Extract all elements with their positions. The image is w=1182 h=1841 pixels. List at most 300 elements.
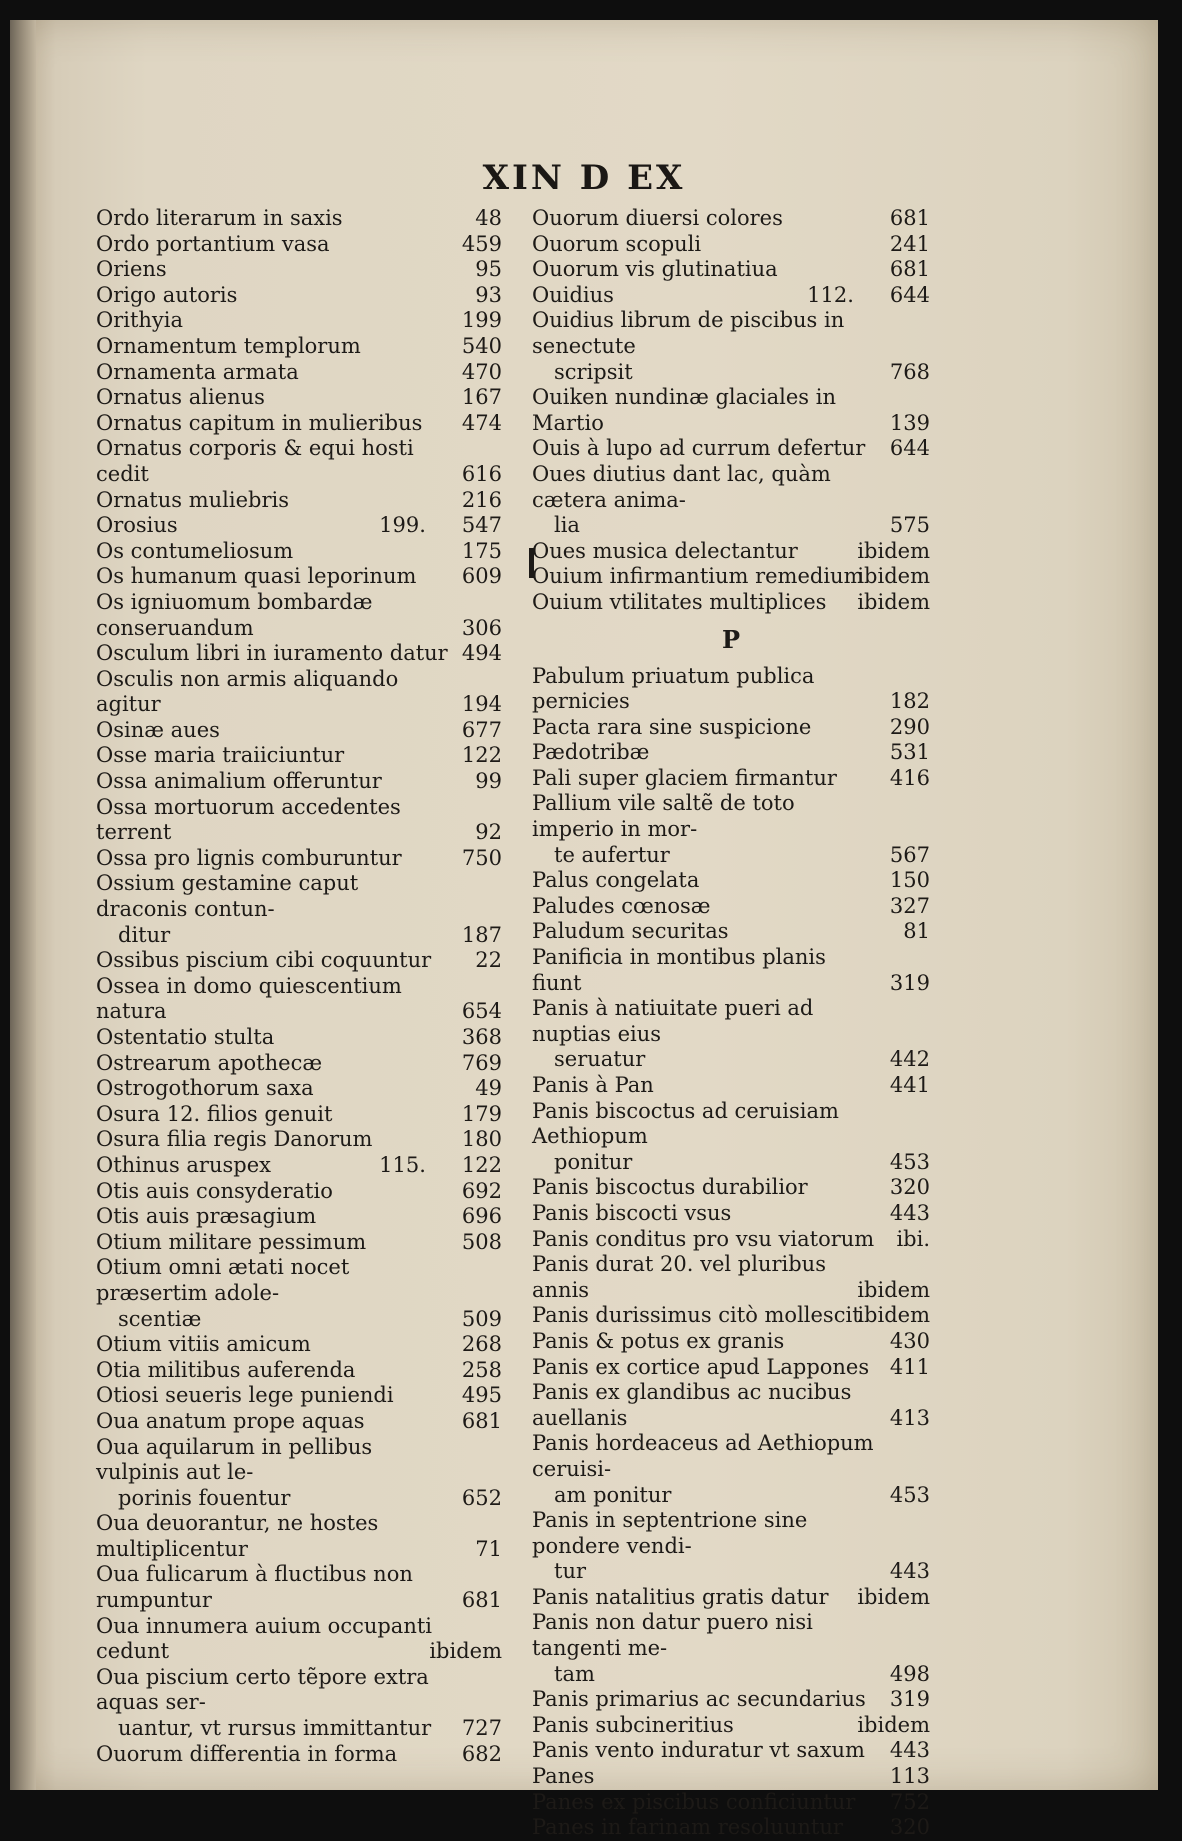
- index-entry: [96, 1076, 502, 1102]
- entry-term: Osculis non armis aliquando agitur: [96, 666, 399, 717]
- entry-term: Ossea in domo quiescentium natura: [96, 973, 402, 1024]
- entry-term: Ouorum differentia in forma: [96, 1741, 398, 1766]
- entry-page-ref: [890, 894, 930, 920]
- entry-continuation: tam: [554, 1661, 595, 1686]
- entry-page-ref: [462, 462, 502, 488]
- entry-term: Ornatus alienus: [96, 385, 265, 410]
- entry-page-number: ibidem: [857, 538, 930, 563]
- index-entry: [96, 590, 502, 641]
- entry-page-number: 692: [461, 1178, 502, 1203]
- entry-term: Ossibus piscium cibi coquuntur: [96, 948, 432, 973]
- index-entry: [532, 1201, 930, 1227]
- entry-term: Ouidius librum de piscibus in senectute: [532, 308, 845, 358]
- entry-term: Otis auis præsagium: [96, 1204, 317, 1229]
- entry-term: Ornamenta armata: [96, 359, 299, 384]
- entry-page-number: 216: [461, 487, 502, 512]
- entry-page-ref: [890, 1406, 930, 1432]
- entry-page-ref: [462, 1716, 502, 1742]
- entry-page-ref: [462, 1742, 502, 1768]
- entry-page-number: 368: [461, 1025, 502, 1049]
- entry-page-ref: [462, 1588, 502, 1614]
- entry-term: Panis in septentrione sine pondere vendi-: [532, 1508, 808, 1558]
- entry-term: Ouorum scopuli: [532, 231, 702, 256]
- entry-term: Ornatus muliebris: [96, 487, 289, 512]
- entry-page-number: 194: [461, 692, 502, 717]
- entry-page-number: 654: [461, 999, 502, 1024]
- entry-page-number: 95: [475, 257, 502, 282]
- entry-page-number: 113: [889, 1764, 930, 1789]
- entry-term: Paludes cœnosæ: [532, 893, 711, 918]
- index-entry: [532, 1764, 930, 1790]
- index-entry: [96, 513, 502, 539]
- entry-page-ref: [462, 564, 502, 590]
- index-entry: [532, 1508, 930, 1585]
- index-entry: [96, 871, 502, 948]
- index-entry: [532, 1175, 930, 1201]
- entry-page-number: 540: [461, 333, 502, 358]
- entry-page-ref: [462, 1358, 502, 1384]
- entry-page-number: 768: [889, 359, 930, 384]
- index-entry: [96, 1230, 502, 1256]
- entry-term: Panis subcineritius: [532, 1712, 734, 1737]
- entry-page-number: 93: [475, 282, 502, 307]
- entry-term: Ossa pro lignis comburuntur: [96, 845, 402, 870]
- entry-page-number: 320: [889, 1815, 930, 1840]
- entry-page-ref: [475, 206, 502, 232]
- entry-term: Osculum libri in iuramento datur: [96, 641, 448, 666]
- index-entry: [532, 1431, 930, 1508]
- index-entry: [532, 1790, 930, 1816]
- index-entry: [532, 385, 930, 436]
- entry-page-number: 508: [461, 1229, 502, 1254]
- entry-page-ref: [462, 1307, 502, 1333]
- entry-term: Ornatus corporis & equi hosti cedit: [96, 436, 414, 486]
- book-page: [10, 20, 1158, 1840]
- index-entry: [532, 1329, 930, 1355]
- entry-continuation: tur: [554, 1559, 587, 1584]
- entry-term: Othinus aruspex: [96, 1152, 271, 1177]
- entry-page-number: 139: [889, 410, 930, 435]
- index-entry: [96, 948, 502, 974]
- entry-page-number: 150: [889, 868, 930, 893]
- entry-page-number: 430: [889, 1328, 930, 1353]
- index-entry: [96, 667, 502, 718]
- entry-page-number: ibidem: [857, 589, 930, 614]
- entry-page-ref: [462, 385, 502, 411]
- entry-page-number: 750: [461, 845, 502, 870]
- entry-page-ref: [896, 1227, 930, 1253]
- entry-page-number: 567: [889, 842, 930, 867]
- entry-term: Ostentatio stulta: [96, 1025, 275, 1049]
- entry-term: Os igniuomum bombardæ conseruandum: [96, 589, 373, 640]
- entry-page-number: 474: [461, 410, 502, 435]
- index-entry: [96, 360, 502, 386]
- index-entry: [96, 743, 502, 769]
- index-entry: [96, 1511, 502, 1562]
- index-entry: [96, 846, 502, 872]
- index-entry: [532, 1380, 930, 1431]
- entry-page-ref: [890, 1559, 930, 1585]
- index-entry: [96, 206, 502, 232]
- entry-term: Panis primarius ac secundarius: [532, 1687, 866, 1712]
- index-entry: [532, 791, 930, 868]
- index-entry: [96, 411, 502, 437]
- entry-page-ref: [903, 919, 930, 945]
- entry-term: Oua fulicarum à fluctibus non rumpuntur: [96, 1562, 413, 1613]
- entry-page-number: ibidem: [857, 1584, 930, 1609]
- entry-page-number: 682: [461, 1741, 502, 1766]
- entry-page-number: 48: [475, 206, 502, 230]
- entry-page-number: 187: [461, 922, 502, 947]
- entry-continuation: porinis fouentur: [118, 1485, 291, 1510]
- entry-page-number: 470: [461, 359, 502, 384]
- entry-page-number: 182: [889, 689, 930, 714]
- entry-term: Panis à Pan: [532, 1073, 654, 1097]
- entry-page-number: 413: [889, 1405, 930, 1430]
- entry-page-number: 441: [889, 1073, 930, 1097]
- entry-page-ref: [857, 539, 930, 565]
- entry-page-number: 241: [889, 231, 930, 256]
- entry-page-ref: [462, 692, 502, 718]
- entry-term: Ouidius: [532, 282, 614, 307]
- entry-page-number: 49: [475, 1076, 502, 1101]
- entry-term: Ostrearum apothecæ: [96, 1050, 323, 1075]
- index-entry: [96, 718, 502, 744]
- entry-page-number: 681: [461, 1408, 502, 1433]
- index-entry: [96, 1102, 502, 1128]
- entry-page-number: 769: [461, 1050, 502, 1075]
- entry-page-ref: [890, 436, 930, 462]
- index-entry: [96, 1127, 502, 1153]
- index-entry: [96, 1332, 502, 1358]
- entry-page-number: ibidem: [857, 1712, 930, 1737]
- entry-prior-page-ref: 199.: [379, 513, 426, 538]
- entry-page-number: 494: [461, 641, 502, 666]
- index-entry: [96, 1179, 502, 1205]
- entry-page-number: 175: [461, 538, 502, 563]
- entry-term: Palus congelata: [532, 868, 700, 893]
- index-entry: [532, 257, 930, 283]
- entry-page-ref: [890, 1073, 930, 1099]
- entry-page-ref: [807, 283, 930, 309]
- entry-page-number: 416: [889, 765, 930, 790]
- entry-term: Oua piscium certo tẽpore extra aquas ser-: [96, 1664, 429, 1715]
- index-entry: [532, 590, 930, 616]
- entry-page-ref: [462, 1230, 502, 1256]
- entry-page-number: 453: [889, 1149, 930, 1174]
- index-entry: [532, 1099, 930, 1176]
- entry-page-number: 319: [889, 970, 930, 995]
- entry-page-ref: [890, 1764, 930, 1790]
- section-letter-p: P: [721, 624, 741, 654]
- index-entry: [532, 1713, 930, 1739]
- entry-continuation: ditur: [118, 922, 171, 947]
- entry-term: Otium omni ætati nocet præsertim adole-: [96, 1255, 350, 1305]
- entry-term: Ouis à lupo ad currum defertur: [532, 436, 866, 461]
- entry-page-number: 459: [461, 231, 502, 256]
- entry-page-ref: [379, 513, 502, 539]
- entry-term: Panis & potus ex granis: [532, 1328, 785, 1353]
- entry-term: Oues diutius dant lac, quàm cætera anima-: [532, 461, 831, 512]
- entry-page-number: ibidem: [857, 564, 930, 589]
- entry-page-ref: [462, 1051, 502, 1077]
- entry-term: Ornatus capitum in mulieribus: [96, 410, 423, 435]
- entry-term: Ostrogothorum saxa: [96, 1076, 314, 1101]
- index-entry: [532, 1303, 930, 1329]
- entry-page-number: 531: [889, 740, 930, 765]
- entry-page-ref: [462, 1409, 502, 1435]
- entry-term: Panis durissimus citò mollescit: [532, 1303, 861, 1328]
- index-entry: [96, 795, 502, 846]
- index-entry: [532, 308, 930, 385]
- entry-page-ref: [857, 1713, 930, 1739]
- entry-page-ref: [857, 590, 930, 616]
- entry-page-ref: [890, 971, 930, 997]
- entry-page-ref: [890, 360, 930, 386]
- entry-page-ref: [890, 1201, 930, 1227]
- entry-page-ref: [462, 743, 502, 769]
- index-entry: [96, 1409, 502, 1435]
- index-entry: [96, 257, 502, 283]
- entry-page-number: 727: [461, 1716, 502, 1741]
- left-column: [96, 206, 502, 1767]
- entry-term: Origo autoris: [96, 282, 238, 307]
- entry-page-ref: [857, 1278, 930, 1304]
- page-header: XIN D EX: [482, 158, 686, 198]
- entry-page-number: 320: [889, 1175, 930, 1200]
- entry-continuation: ponitur: [554, 1149, 633, 1174]
- entry-term: Ouium vtilitates multiplices: [532, 589, 827, 614]
- entry-page-ref: [890, 1483, 930, 1509]
- entry-page-ref: [462, 616, 502, 642]
- entry-page-ref: [890, 206, 930, 232]
- index-entry: [532, 462, 930, 539]
- entry-term: Os humanum quasi leporinum: [96, 564, 417, 589]
- entry-continuation: seruatur: [554, 1047, 646, 1072]
- entry-page-ref: [462, 846, 502, 872]
- entry-term: Panis durat 20. vel pluribus annis: [532, 1252, 826, 1302]
- entry-page-number: 696: [461, 1204, 502, 1229]
- right-column-p-entries: [532, 664, 930, 1841]
- index-entry: [532, 1585, 930, 1611]
- entry-page-ref: [475, 769, 502, 795]
- entry-term: Oua anatum prope aquas: [96, 1408, 365, 1433]
- entry-page-ref: [890, 411, 930, 437]
- index-entry: [96, 1435, 502, 1512]
- index-entry: [532, 1610, 930, 1687]
- entry-page-ref: [462, 1102, 502, 1128]
- entry-page-ref: [890, 766, 930, 792]
- entry-page-ref: [890, 843, 930, 869]
- entry-page-number: 681: [889, 206, 930, 230]
- entry-term: Oua aquilarum in pellibus vulpinis aut le-: [96, 1434, 373, 1485]
- index-entry: [96, 539, 502, 565]
- index-entry: [532, 1738, 930, 1764]
- entry-term: Orosius: [96, 513, 178, 538]
- index-entry: [96, 308, 502, 334]
- entry-prior-page-ref: 112.: [807, 282, 854, 307]
- entry-page-ref: [475, 820, 502, 846]
- entry-term: Ouiken nundinæ glaciales in Martio: [532, 385, 836, 435]
- entry-page-number: 290: [889, 714, 930, 739]
- entry-page-number: 443: [889, 1200, 930, 1225]
- entry-term: Oriens: [96, 257, 167, 282]
- entry-page-number: 122: [461, 743, 502, 768]
- index-entry: [532, 1355, 930, 1381]
- entry-continuation: te aufertur: [554, 842, 670, 867]
- entry-term: Panis vento induratur vt saxum: [532, 1738, 865, 1763]
- index-entry: [96, 1051, 502, 1077]
- index-entry: [532, 564, 930, 590]
- entry-page-number: 167: [461, 385, 502, 410]
- entry-page-number: ibidem: [857, 1277, 930, 1302]
- entry-term: Pacta rara sine suspicione: [532, 714, 812, 739]
- entry-term: Panis biscoctus ad ceruisiam Aethiopum: [532, 1098, 839, 1149]
- entry-page-number: 681: [461, 1588, 502, 1613]
- entry-page-number: 319: [889, 1687, 930, 1712]
- entry-term: Panis à natiuitate pueri ad nuptias eius: [532, 996, 814, 1046]
- entry-page-number: 498: [889, 1661, 930, 1686]
- right-column: [532, 206, 930, 1841]
- index-entry: [96, 769, 502, 795]
- index-entry: [532, 945, 930, 996]
- index-entry: [96, 334, 502, 360]
- entry-page-ref: [462, 1383, 502, 1409]
- entry-term: Pabulum priuatum publica pernicies: [532, 663, 815, 714]
- entry-continuation: am ponitur: [554, 1482, 672, 1507]
- entry-term: Osinæ aues: [96, 717, 220, 742]
- entry-page-number: 681: [889, 257, 930, 282]
- index-entry: [96, 1383, 502, 1409]
- entry-page-number: 99: [475, 769, 502, 794]
- index-entry: [532, 868, 930, 894]
- entry-term: Osse maria traiiciuntur: [96, 743, 345, 768]
- entry-page-ref: [462, 1025, 502, 1051]
- entry-term: Panis ex cortice apud Lappones: [532, 1354, 870, 1379]
- index-entry: [532, 539, 930, 565]
- index-entry: [532, 232, 930, 258]
- entry-page-number: 411: [889, 1354, 930, 1379]
- entry-page-ref: [890, 1355, 930, 1381]
- index-entry: [532, 1815, 930, 1841]
- entry-page-ref: [890, 1815, 930, 1841]
- entry-page-ref: [462, 923, 502, 949]
- entry-term: Panis ex glandibus ac nucibus auellanis: [532, 1380, 852, 1430]
- entry-term: Ouorum diuersi colores: [532, 206, 783, 230]
- entry-term: Oues musica delectantur: [532, 538, 798, 563]
- index-entry: [96, 1204, 502, 1230]
- entry-term: Osura filia regis Danorum: [96, 1127, 373, 1152]
- entry-page-number: 199: [461, 308, 502, 333]
- entry-term: Panis biscocti vsus: [532, 1200, 732, 1225]
- entry-term: Otia militibus auferenda: [96, 1357, 356, 1382]
- entry-page-number: ibidem: [857, 1303, 930, 1328]
- entry-page-ref: [890, 740, 930, 766]
- entry-page-ref: [890, 1150, 930, 1176]
- right-column-o-entries: [532, 206, 930, 616]
- entry-continuation: scripsit: [554, 359, 633, 384]
- index-entry: [96, 641, 502, 667]
- entry-page-number: 547: [461, 513, 502, 538]
- entry-page-ref: [462, 1127, 502, 1153]
- entry-page-ref: [462, 641, 502, 667]
- entry-term: Ossium gestamine caput draconis contun-: [96, 871, 359, 922]
- index-entry: [532, 206, 930, 232]
- index-entry: [96, 232, 502, 258]
- entry-term: Panis natalitius gratis datur: [532, 1584, 829, 1609]
- entry-page-number: 575: [889, 513, 930, 538]
- entry-page-number: 677: [461, 717, 502, 742]
- index-entry: [96, 1614, 502, 1665]
- entry-page-ref: [475, 1076, 502, 1102]
- index-entry: [532, 740, 930, 766]
- entry-page-ref: [890, 868, 930, 894]
- entry-page-number: 644: [889, 282, 930, 307]
- entry-term: Orithyia: [96, 308, 184, 333]
- entry-page-ref: [462, 1204, 502, 1230]
- entry-page-ref: [890, 1329, 930, 1355]
- entry-term: Panis biscoctus durabilior: [532, 1175, 808, 1200]
- entry-term: Panis conditus pro vsu viatorum: [532, 1226, 875, 1251]
- entry-page-number: 22: [475, 948, 502, 973]
- entry-term: Pallium vile saltẽ de toto imperio in mor-: [532, 791, 795, 842]
- entry-term: Panificia in montibus planis fiunt: [532, 945, 826, 995]
- index-entry: [532, 715, 930, 741]
- entry-page-number: 644: [889, 436, 930, 461]
- entry-page-ref: [890, 1687, 930, 1713]
- entry-page-number: 180: [461, 1127, 502, 1152]
- index-entry: [96, 1255, 502, 1332]
- index-entry: [96, 1358, 502, 1384]
- entry-page-number: 71: [475, 1536, 502, 1561]
- index-entry: [532, 894, 930, 920]
- entry-page-ref: [857, 1303, 930, 1329]
- entry-term: Panes ex piscibus conficiuntur: [532, 1789, 856, 1814]
- index-entry: [96, 1025, 502, 1051]
- entry-page-ref: [462, 411, 502, 437]
- entry-page-number: 179: [461, 1101, 502, 1126]
- index-entry: [532, 1252, 930, 1303]
- entry-page-ref: [890, 513, 930, 539]
- entry-page-ref: [890, 689, 930, 715]
- entry-page-number: 306: [461, 615, 502, 640]
- entry-term: Osura 12. filios genuit: [96, 1101, 333, 1126]
- entry-page-number: 443: [889, 1559, 930, 1584]
- index-entry: [96, 564, 502, 590]
- entry-page-number: 752: [889, 1789, 930, 1814]
- index-entry: [96, 436, 502, 487]
- entry-page-number: 509: [461, 1306, 502, 1331]
- entry-term: Pædotribæ: [532, 740, 650, 765]
- entry-page-number: 495: [461, 1383, 502, 1408]
- entry-term: Ordo literarum in saxis: [96, 206, 343, 230]
- entry-page-number: 609: [461, 564, 502, 589]
- entry-term: Otium vitiis amicum: [96, 1332, 311, 1357]
- entry-page-ref: [857, 564, 930, 590]
- entry-page-number: 81: [903, 919, 930, 944]
- entry-page-number: 92: [475, 820, 502, 845]
- index-entry: [532, 919, 930, 945]
- entry-continuation: scentiæ: [118, 1306, 202, 1331]
- index-entry: [96, 1742, 502, 1768]
- entry-term: Ossa animalium offeruntur: [96, 769, 382, 794]
- entry-page-number: ibi.: [896, 1226, 930, 1251]
- entry-term: Panis hordeaceus ad Aethiopum ceruisi-: [532, 1431, 874, 1481]
- index-entry: [96, 385, 502, 411]
- entry-term: Ouorum vis glutinatiua: [532, 257, 778, 282]
- index-entry: [532, 664, 930, 715]
- entry-page-number: 443: [889, 1738, 930, 1763]
